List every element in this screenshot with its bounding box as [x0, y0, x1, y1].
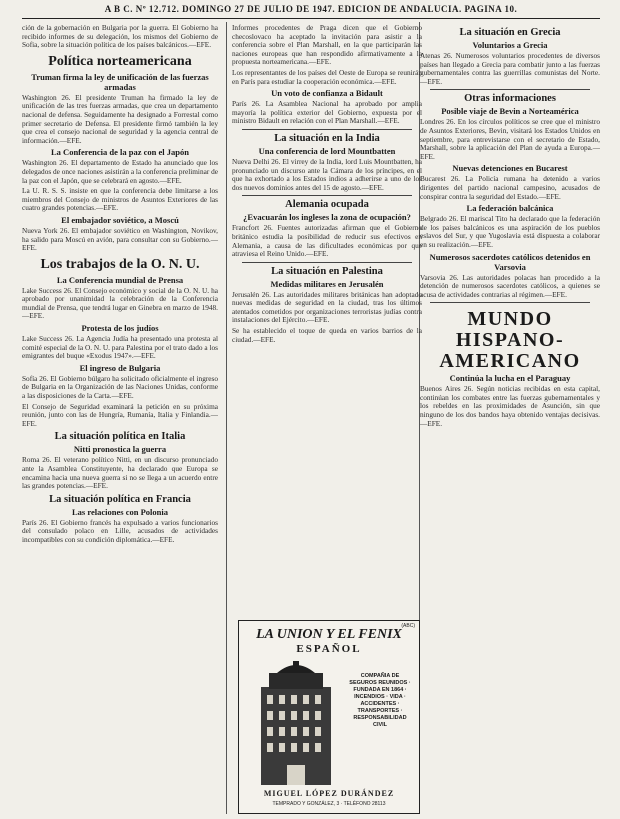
headline-mundo-hispano-americano: MUNDO HISPANO-AMERICANO	[439, 308, 581, 373]
column-left	[22, 24, 218, 814]
headline-palestina: La situación en Palestina	[271, 265, 383, 277]
headline-alemania: Alemania ocupada	[285, 199, 369, 211]
article-prensa: Lake Success 26. El Consejo económico y social de la O. N. U. ha aprobado por unanimidad la celebración de la Conferencia mundial de Prensa, que tendrá lugar en Ginebra en marzo de 1948.—EFE.	[22, 285, 218, 321]
article-bidault: París 26. La Asamblea Nacional ha aprobado por amplia mayoría la política exterior del Gobierno, expuesta por el ministro Bidault en relación con el Plan Marshall.—EFE.	[232, 99, 422, 126]
section-separator	[242, 262, 412, 263]
ad-agent-name: MIGUEL LÓPEZ DURÁNDEZ	[263, 789, 395, 798]
article-moscu: Nueva York 26. El embajador soviético en Washington, Novikov, ha salido para Moscú en avión, para consultar con su Gobierno.—EFE.	[22, 225, 218, 253]
subheadline-nitti: Nitti pronostica la guerra	[73, 444, 167, 455]
ad-brand-name: LA UNION Y EL FENIX	[256, 627, 402, 642]
subheadline-moscu: El embajador soviético, a Moscú	[61, 214, 179, 225]
article-nitti: Roma 26. El veterano político Nitti, en un discurso pronunciado ante la Asamblea Constituyente, ha declarado que Europa se encamina hacia una nueva guerra si no se llega a un acuerdo entre las grandes potencias.—EFE.	[22, 455, 218, 491]
article-grecia: Atenas 26. Numerosos voluntarios procedentes de diversos países han llegado a Grecia para combatir junto a las fuerzas gubernamentales contra las guerrillas comunistas del Norte.—EFE.	[420, 51, 600, 86]
article-ingleses: Francfort 26. Fuentes autorizadas afirman que el Gobierno británico estudia la posibilidad de reducir sus efectivos en Alemania, a causa de las dificultades económicas por que atraviesa el Reino Unido.—EFE.	[232, 223, 422, 259]
insurance-advertisement	[238, 620, 420, 814]
subheadline-bidault: Un voto de confianza a Bidault	[271, 88, 383, 99]
subheadline-jerusalen: Medidas militares en Jerusalén	[270, 278, 384, 289]
subheadline-prensa: La Conferencia mundial de Prensa	[56, 274, 184, 285]
subheadline-bucarest: Nuevas detenciones en Bucarest	[452, 163, 568, 174]
subheadline-grecia: Voluntarios a Grecia	[472, 40, 548, 50]
article-bulgaria-2: El Consejo de Seguridad examinará la petición en su próxima reunión, junto con las de Hungría, Rumanía, Italia y Finlandia.—EFE.	[22, 401, 218, 428]
subheadline-bulgaria: El ingreso de Bulgaria	[79, 362, 161, 373]
subheadline-ingleses: ¿Evacuarán los ingleses la zona de ocupación?	[243, 212, 411, 223]
article-bevin: Londres 26. En los círculos políticos se cree que el ministro de Asuntos Exteriores, Bevin, visitará los Estados Unidos en septiembre, para entrevistarse con el secretario de Estado, Marshall, sobre la aplicación del Plan de ayuda a Europa.—EFE.	[420, 117, 600, 161]
subheadline-mountbatten: Una conferencia de lord Mountbatten	[258, 145, 396, 156]
headline-grecia: La situación en Grecia	[459, 27, 561, 38]
article-truman: Washington 26. El presidente Truman ha firmado la ley de unificación de las tres fuerzas armadas, que crea un departamento nacional de defensa. Seguidamente ha designado a Forrestal como primer secretario de Defensa. El presidente firmó también la ley que crea el consejo nacional de seguridad y la agencia central de información.—EFE.	[22, 92, 218, 145]
article-judios: Lake Success 26. La Agencia Judía ha presentado una protesta al comité especial de la O. N. U. para Palestina por el trato dado a los emigrantes del buque «Exodus 1947».—EFE.	[22, 334, 218, 361]
section-separator	[430, 89, 590, 90]
article-mountbatten: Nueva Delhi 26. El virrey de la India, lord Luis Mountbatten, ha pronunciado un discurso ante la Cámara de los príncipes, en el que ha exhortado a los Estados indios a adherirse a uno de los dos nuevos dominios antes del 15 de agosto.—EFE.	[232, 156, 422, 192]
article-jerusalen-2: Se ha establecido el toque de queda en varios barrios de la ciudad.—EFE.	[232, 326, 422, 344]
section-separator	[430, 302, 590, 303]
header-rule	[22, 18, 600, 19]
section-separator	[242, 195, 412, 196]
headline-italia: La situación política en Italia	[54, 431, 186, 443]
article-jerusalen: Jerusalén 26. Las autoridades militares británicas han adoptado nuevas medidas de seguridad en la ciudad, tras los últimos atentados cometidos por organizaciones terroristas judías contra instalaciones del Ejército.—EFE.	[232, 289, 422, 325]
subheadline-paraguay: Continúa la lucha en el Paraguay	[449, 373, 571, 384]
article-varsovia: Varsovia 26. Las autoridades polacas han procedido a la detención de numerosos sacerdotes católicos, a quienes se acusa de actividades contrarias al régimen.—EFE.	[420, 272, 600, 299]
headline-otras-informaciones: Otras informaciones	[464, 93, 556, 105]
subheadline-varsovia: Numerosos sacerdotes católicos detenidos en Varsovia	[429, 251, 591, 272]
article-federacion: Belgrado 26. El mariscal Tito ha declarado que la federación de los países balcánicos es una aspiración de los pueblos eslavos del Sur, y que Yugoslavia está dispuesta a colaborar en su realización.—EFE.	[420, 214, 600, 249]
subheadline-truman: Truman firma la ley de unificación de las fuerzas armadas	[31, 71, 209, 92]
article-polonia: París 26. El Gobierno francés ha expulsado a varios funcionarios del consulado polaco en Lille, acusados de actividades incompatibles con su condición diplomática.—EFE.	[22, 517, 218, 544]
column-center	[232, 24, 422, 616]
ad-address: TEMPRADO Y GONZÁLEZ, 3 · TELÉFONO 28113	[272, 801, 386, 807]
intro-paragraph: ción de la gobernación en Bulgaria por la guerra. El Gobierno ha recibido informes de su delegación, los mismos del Gobierno de Sofia, sobre la situación política de los países balcánicos.—EFE.	[22, 24, 218, 50]
subheadline-japon: La Conferencia de la paz con el Japón	[51, 147, 189, 158]
article-japon: Washington 26. El departamento de Estado ha anunciado que los delegados de once naciones asistirán a la conferencia preliminar de la paz con el Japón, que se celebrará en agosto.—EFE.	[22, 158, 218, 185]
page-header: A B C. Nº 12.712. DOMINGO 27 DE JULIO DE 1947. EDICION DE ANDALUCIA. PAGINA 10.	[104, 4, 518, 14]
article-japon-2: La U. R. S. S. insiste en que la conferencia debe limitarse a los miembros del Consejo de ministros de Asuntos Exteriores de las cuatro grandes potencias.—EFE.	[22, 186, 218, 213]
subheadline-judios: Protesta de los judíos	[81, 323, 159, 334]
ad-tag: (ABC)	[401, 623, 415, 629]
article-top: Informes procedentes de Praga dicen que el Gobierno checoslovaco ha aceptado la invitación para asistir a la conferencia sobre el Plan Marshall, en la que participarán las naciones europeas que han respondido afirmativamente a la propuesta norteamericana.—EFE.	[232, 24, 422, 67]
article-paraguay: Buenos Aires 26. Según noticias recibidas en esta capital, continúan los combates entre las fuerzas gubernamentales y los rebeldes en las proximidades de Asunción, sin que ninguno de los dos bandos haya obtenido ventajas decisivas.—EFE.	[420, 384, 600, 428]
headline-politica-norteamericana: Política norteamericana	[48, 53, 192, 69]
headline-francia: La situación política en Francia	[49, 493, 191, 505]
headline-india: La situación en la India	[274, 132, 380, 144]
column-right	[420, 24, 600, 814]
subheadline-polonia: Las relaciones con Polonia	[72, 506, 168, 517]
headline-onu: Los trabajos de la O. N. U.	[40, 256, 200, 272]
building-illustration	[247, 661, 345, 785]
section-separator	[242, 129, 412, 130]
article-top-2: Los representantes de los países del Oeste de Europa se reunirán en París para estudiar la cooperación económica.—EFE.	[232, 67, 422, 86]
ad-company-info: COMPAÑIA DE SEGUROS REUNIDOS · FUNDADA EN 1864 · INCENDIOS · VIDA · ACCIDENTES · TRANSPORTES · RESPONSABILIDAD CIVIL	[349, 673, 411, 728]
subheadline-federacion: La federación balcánica	[466, 203, 554, 214]
article-bulgaria: Sofía 26. El Gobierno búlgaro ha solicitado oficialmente el ingreso de Bulgaria en la Organización de las Naciones Unidas, conforme a las disposiciones de la Carta.—EFE.	[22, 373, 218, 401]
column-divider	[226, 22, 227, 814]
ad-brand-subtitle: ESPAÑOL	[296, 643, 362, 655]
subheadline-bevin: Posible viaje de Bevin a Norteamérica	[441, 106, 579, 117]
article-bucarest: Bucarest 26. La Policía rumana ha detenido a varios dirigentes del partido nacional campesino, acusados de conspirar contra la seguridad del Estado.—EFE.	[420, 174, 600, 201]
